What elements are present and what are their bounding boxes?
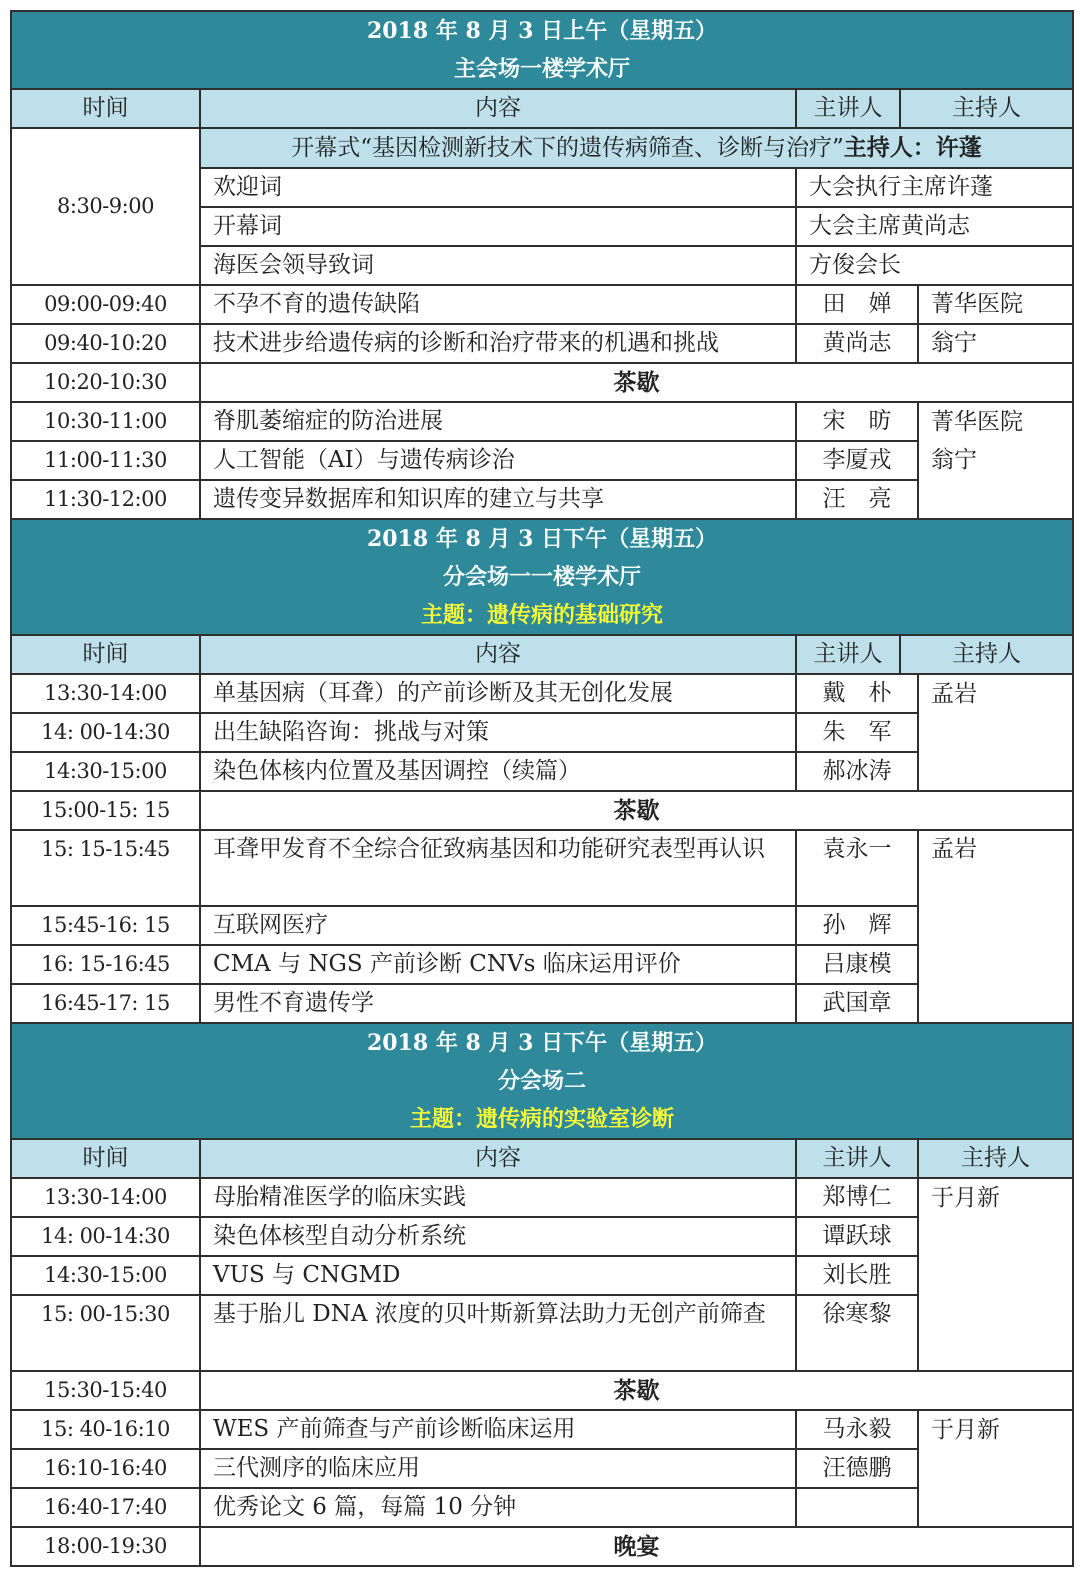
content-cell: 耳聋甲发育不全综合征致病基因和功能研究表型再认识	[200, 830, 796, 906]
time-cell: 16:45-17: 15	[11, 984, 200, 1023]
table-row	[11, 1488, 1073, 1527]
content-cell: WES 产前筛查与产前诊断临床运用	[200, 1410, 796, 1449]
speaker-cell: 汪 亮	[796, 480, 918, 519]
table-row	[11, 1178, 1073, 1217]
speaker-cell: 郑博仁	[796, 1178, 918, 1217]
table-row	[11, 324, 1073, 363]
content-cell: 遗传变异数据库和知识库的建立与共享	[200, 480, 796, 519]
schedule-table	[10, 10, 1074, 1567]
content-cell: VUS 与 CNGMD	[200, 1256, 796, 1295]
opening-ceremony	[200, 128, 1073, 168]
time-cell: 15:45-16: 15	[11, 906, 200, 945]
break-row	[11, 363, 1073, 402]
header-host: 主持人	[900, 89, 1073, 128]
session-header	[11, 1023, 1073, 1139]
host-cell	[918, 1256, 1073, 1295]
session-date: 2018 年 8 月 3 日下午（星期五）	[366, 526, 718, 552]
content-cell: 开幕词	[200, 207, 796, 246]
content-cell: CMA 与 NGS 产前诊断 CNVs 临床运用评价	[200, 945, 796, 984]
time-cell: 14: 00-14:30	[11, 713, 200, 752]
session-header	[11, 519, 1073, 635]
time-cell: 09:40-10:20	[11, 324, 200, 363]
speaker-cell: 马永毅	[796, 1410, 918, 1449]
session-date: 2018 年 8 月 3 日上午（星期五）	[366, 18, 718, 44]
speaker-cell: 谭跃球	[796, 1217, 918, 1256]
opening-title: 开幕式“基因检测新技术下的遗传病筛查、诊断与治疗”	[291, 135, 844, 161]
host-cell	[918, 480, 1073, 519]
time-cell: 14:30-15:00	[11, 752, 200, 791]
host-cell	[918, 1488, 1073, 1527]
header-time: 时间	[11, 635, 200, 674]
time-cell: 14: 00-14:30	[11, 1217, 200, 1256]
speaker-cell	[796, 1488, 918, 1527]
speaker-cell: 刘长胜	[796, 1256, 918, 1295]
break-row	[11, 791, 1073, 830]
time-cell: 09:00-09:40	[11, 285, 200, 324]
table-row	[11, 1217, 1073, 1256]
time-cell: 14:30-15:00	[11, 1256, 200, 1295]
table-row	[11, 1410, 1073, 1449]
table-row	[11, 1256, 1073, 1295]
header-time: 时间	[11, 89, 200, 128]
opening-time: 8:30-9:00	[11, 128, 200, 285]
content-cell: 三代测序的临床应用	[200, 1449, 796, 1488]
header-time: 时间	[11, 1139, 200, 1178]
host-cell: 孟岩	[918, 830, 1073, 906]
column-header-row	[11, 635, 1073, 674]
session-venue: 分会场二	[498, 1068, 587, 1094]
session-venue: 主会场一楼学术厅	[454, 56, 631, 82]
host-cell: 于月新	[918, 1178, 1073, 1217]
tea-break: 茶歇	[200, 1371, 1073, 1410]
time-cell: 16:10-16:40	[11, 1449, 200, 1488]
table-row	[11, 1449, 1073, 1488]
time-cell: 13:30-14:00	[11, 1178, 200, 1217]
content-cell: 脊肌萎缩症的防治进展	[200, 402, 796, 441]
speaker-cell: 戴 朴	[796, 674, 918, 713]
time-cell: 15:30-15:40	[11, 1371, 200, 1410]
content-cell: 优秀论文 6 篇，每篇 10 分钟	[200, 1488, 796, 1527]
tea-break: 茶歇	[200, 791, 1073, 830]
table-row	[11, 830, 1073, 906]
table-row	[11, 402, 1073, 441]
content-cell: 出生缺陷咨询：挑战与对策	[200, 713, 796, 752]
host-cell	[918, 1295, 1073, 1371]
speaker-cell: 汪德鹏	[796, 1449, 918, 1488]
host-cell: 翁宁	[918, 441, 1073, 480]
speaker-cell: 袁永一	[796, 830, 918, 906]
content-cell: 单基因病（耳聋）的产前诊断及其无创化发展	[200, 674, 796, 713]
time-cell: 10:20-10:30	[11, 363, 200, 402]
header-content: 内容	[200, 89, 796, 128]
column-header-row	[11, 89, 1073, 128]
time-cell: 11:30-12:00	[11, 480, 200, 519]
header-speaker: 主讲人	[796, 89, 900, 128]
break-row	[11, 1371, 1073, 1410]
time-cell: 18:00-19:30	[11, 1527, 200, 1566]
content-cell: 母胎精准医学的临床实践	[200, 1178, 796, 1217]
time-cell: 11:00-11:30	[11, 441, 200, 480]
session-header	[11, 11, 1073, 89]
table-row	[11, 285, 1073, 324]
speaker-cell: 朱 军	[796, 713, 918, 752]
header-speaker: 主讲人	[796, 635, 900, 674]
content-cell: 男性不育遗传学	[200, 984, 796, 1023]
host-cell	[918, 906, 1073, 945]
table-row	[11, 674, 1073, 713]
table-row	[11, 945, 1073, 984]
content-cell: 技术进步给遗传病的诊断和治疗带来的机遇和挑战	[200, 324, 796, 363]
speaker-cell: 李厦戎	[796, 441, 918, 480]
host-cell: 孟岩	[918, 674, 1073, 713]
host-cell	[918, 713, 1073, 752]
host-cell: 菁华医院	[918, 285, 1073, 324]
table-row	[11, 480, 1073, 519]
schedule	[10, 10, 1072, 1567]
speaker-cell: 方俊会长	[796, 246, 1073, 285]
table-row	[11, 752, 1073, 791]
speaker-cell: 田 婵	[796, 285, 918, 324]
content-cell: 互联网医疗	[200, 906, 796, 945]
dinner-row	[11, 1527, 1073, 1566]
session-theme: 主题：遗传病的基础研究	[421, 602, 664, 628]
host-cell	[918, 1449, 1073, 1488]
tea-break: 茶歇	[200, 363, 1073, 402]
table-row	[11, 1295, 1073, 1371]
table-row	[11, 441, 1073, 480]
session-theme: 主题：遗传病的实验室诊断	[410, 1106, 675, 1132]
time-cell: 15: 40-16:10	[11, 1410, 200, 1449]
table-row	[11, 984, 1073, 1023]
content-cell: 染色体核内位置及基因调控（续篇）	[200, 752, 796, 791]
header-content: 内容	[200, 635, 796, 674]
host-cell: 菁华医院	[918, 402, 1073, 441]
header-host: 主持人	[918, 1139, 1073, 1178]
header-content: 内容	[200, 1139, 796, 1178]
column-header-row	[11, 1139, 1073, 1178]
content-cell: 基于胎儿 DNA 浓度的贝叶斯新算法助力无创产前筛查	[200, 1295, 796, 1371]
speaker-cell: 郝冰涛	[796, 752, 918, 791]
speaker-cell: 徐寒黎	[796, 1295, 918, 1371]
time-cell: 16:40-17:40	[11, 1488, 200, 1527]
content-cell: 欢迎词	[200, 168, 796, 207]
speaker-cell: 吕康模	[796, 945, 918, 984]
speaker-cell: 大会主席黄尚志	[796, 207, 1073, 246]
header-host: 主持人	[900, 635, 1073, 674]
host-cell	[918, 984, 1073, 1023]
table-row	[11, 713, 1073, 752]
session-date: 2018 年 8 月 3 日下午（星期五）	[366, 1030, 718, 1056]
content-cell: 染色体核型自动分析系统	[200, 1217, 796, 1256]
dinner: 晚宴	[200, 1527, 1073, 1566]
table-row	[11, 906, 1073, 945]
speaker-cell: 宋 昉	[796, 402, 918, 441]
host-cell: 翁宁	[918, 324, 1073, 363]
content-cell: 人工智能（AI）与遗传病诊治	[200, 441, 796, 480]
time-cell: 15: 00-15:30	[11, 1295, 200, 1371]
speaker-cell: 黄尚志	[796, 324, 918, 363]
host-cell	[918, 945, 1073, 984]
time-cell: 16: 15-16:45	[11, 945, 200, 984]
time-cell: 15:00-15: 15	[11, 791, 200, 830]
speaker-cell: 大会执行主席许蓬	[796, 168, 1073, 207]
host-cell	[918, 752, 1073, 791]
session-venue: 分会场一一楼学术厅	[443, 564, 642, 590]
opening-host: 主持人：许蓬	[843, 134, 982, 161]
speaker-cell: 孙 辉	[796, 906, 918, 945]
speaker-cell: 武国章	[796, 984, 918, 1023]
header-speaker: 主讲人	[796, 1139, 918, 1178]
host-cell	[918, 1217, 1073, 1256]
time-cell: 15: 15-15:45	[11, 830, 200, 906]
host-cell: 于月新	[918, 1410, 1073, 1449]
content-cell: 海医会领导致词	[200, 246, 796, 285]
time-cell: 10:30-11:00	[11, 402, 200, 441]
table-row	[11, 128, 1073, 168]
time-cell: 13:30-14:00	[11, 674, 200, 713]
content-cell: 不孕不育的遗传缺陷	[200, 285, 796, 324]
